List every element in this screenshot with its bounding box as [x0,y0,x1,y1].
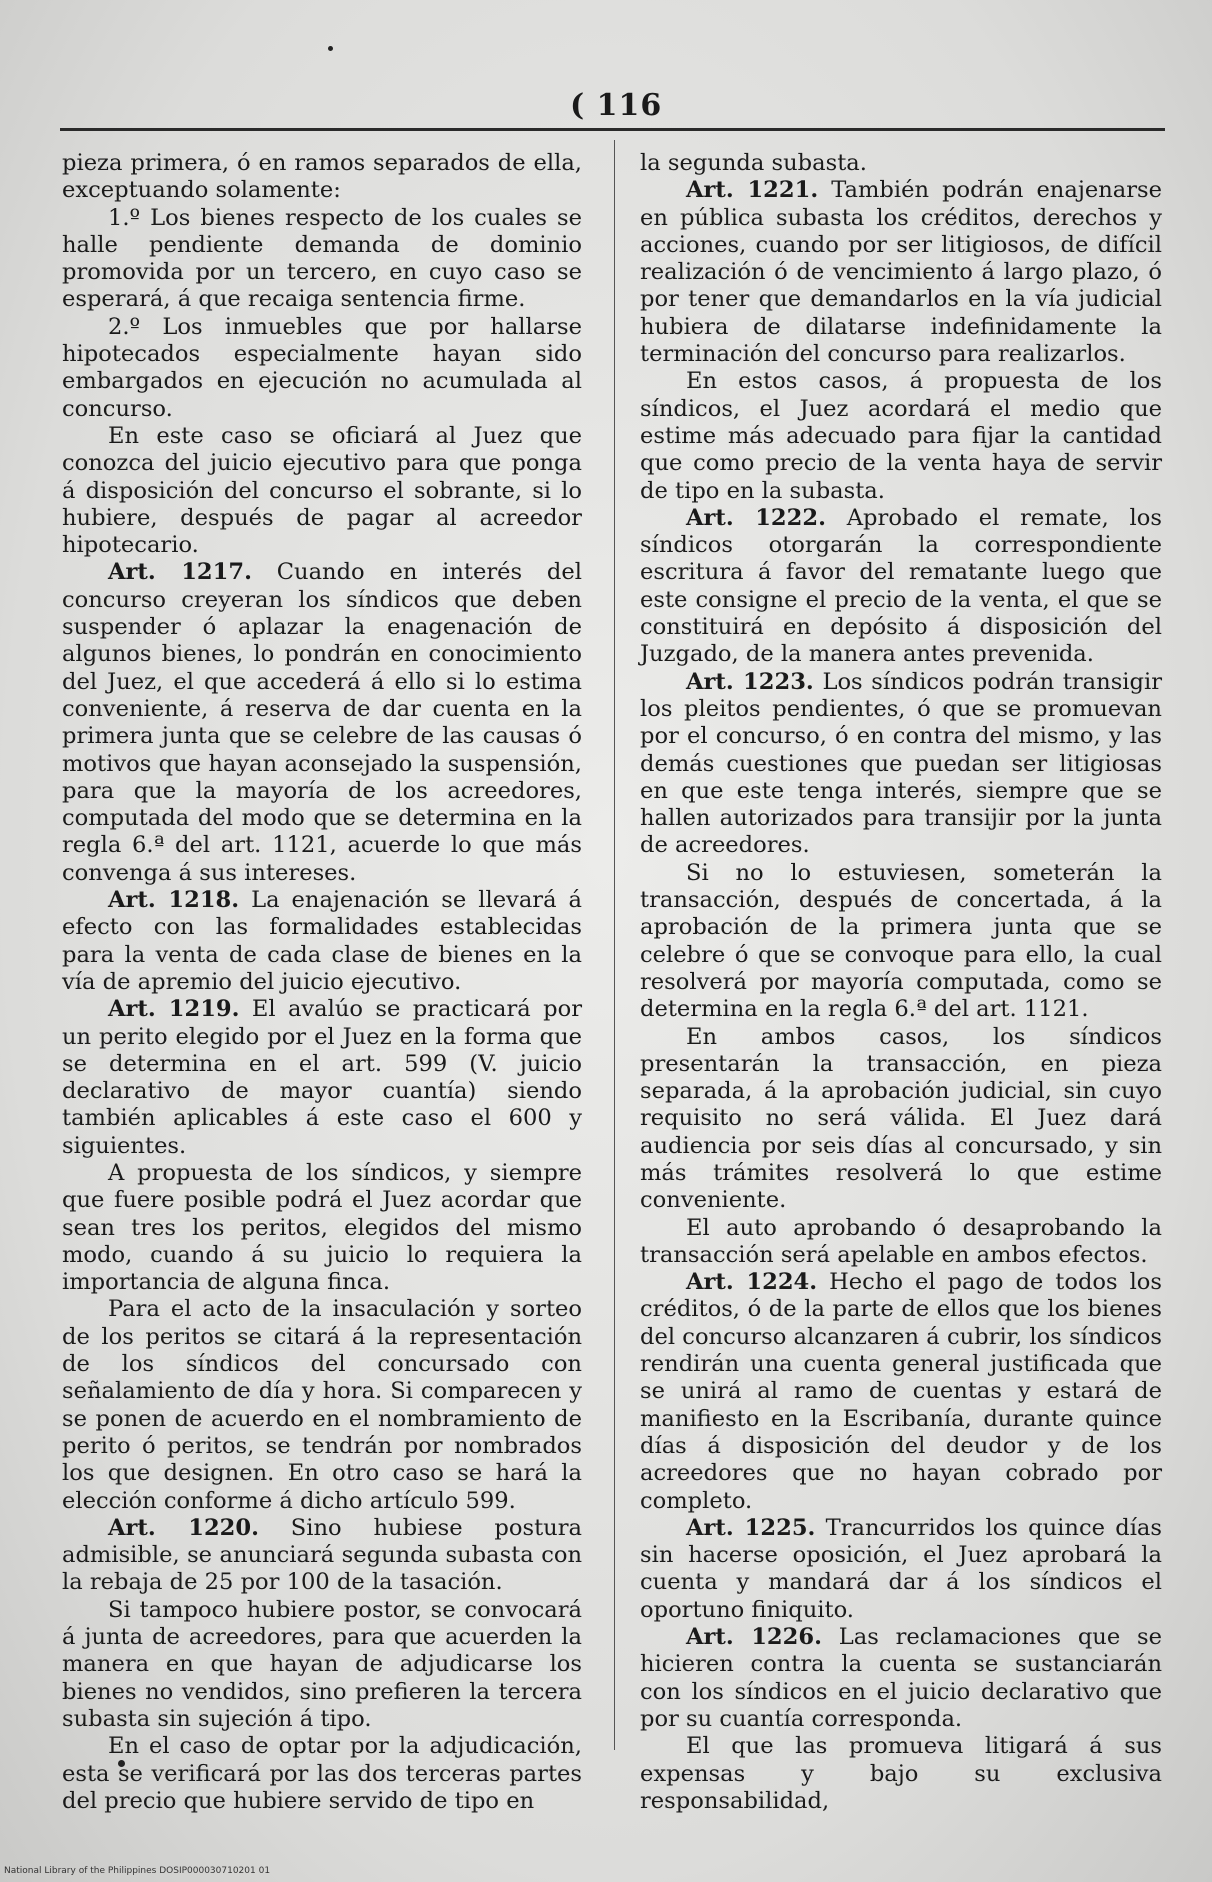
paragraph-text: En estos casos, á propuesta de los síndicos, el Juez acordará el medio que estime más adecuado para fijar la cantidad que como precio de la venta haya de servir de tipo en la subasta. [640,368,1162,504]
paragraph [62,1296,582,1514]
paragraph [640,1269,1162,1515]
article-number: Art. 1220. [108,1514,259,1541]
paragraph [62,205,582,314]
paragraph-text: En ambos casos, los síndicos presentarán la transacción, en pieza separada, á la aprobación judicial, sin cuyo requisito no será válida. El Juez dará audiencia por seis días al concursado, y sin más trámites resolverá lo que estime conveniente. [640,1023,1162,1214]
article-number: Art. 1219. [108,996,240,1023]
paragraph-text: Sino hubiese postura admisible, se anunciará segunda subasta con la rebaja de 25 por 100 de la tasación. [62,1514,582,1596]
paragraph-text: pieza primera, ó en ramos separados de ella, exceptuando solamente: [62,150,582,204]
article-number: Art. 1218. [108,887,240,914]
article-number: Art. 1222. [686,504,826,531]
ink-speck [328,46,333,51]
article-number: Art. 1223. [686,668,814,695]
footer-credit: National Library of the Philippines DOSIP000030710201 01 [4,1866,271,1876]
paragraph-text: La enajenación se llevará á efecto con las formalidades establecidas para la venta de cada clase de bienes en la vía de apremio del juicio ejecutivo. [62,887,582,995]
paragraph [640,669,1162,860]
paragraph [62,559,582,887]
paragraph [62,996,582,1160]
paragraph-text: A propuesta de los síndicos, y siempre que fuere posible podrá el Juez acordar que sean tres los peritos, elegidos del mismo modo, cuando á su juicio lo requiera la importancia de alguna finca. [62,1159,582,1296]
paragraph [62,1733,582,1815]
paragraph [62,887,582,996]
paragraph-text: Cuando en interés del concurso creyeran los síndicos que deben suspender ó aplazar la enagenación de algunos bienes, lo pondrán en conocimiento del Juez, el que accederá á ello si lo estima conveniente, á reserva de dar cuenta en la primera junta que se celebre de las causas ó motivos que hayan aconsejado la suspensión, para que la mayoría de los acreedores, computada del modo que se determina en la regla 6.ª del art. 1121, acuerde lo que más convenga á sus intereses. [62,559,582,886]
paragraph-text: El avalúo se practicará por un perito elegido por el Juez en la forma que se determina en el art. 599 (V. juicio declarativo de mayor cuantía) siendo también aplicables á este caso el 600 y siguientes. [62,996,582,1159]
article-number: Art. 1224. [686,1269,818,1296]
article-number: Art. 1226. [686,1624,822,1651]
paragraph [640,860,1162,1024]
paragraph-text: El que las promueva litigará á sus expensas y bajo su exclusiva responsabilidad, [640,1733,1162,1814]
paragraph-text: Si tampoco hubiere postor, se convocará á junta de acreedores, para que acuerden la manera en que hayan de adjudicarse los bienes no vendidos, sino prefieren la tercera subasta sin sujeción á tipo. [62,1596,582,1732]
paragraph-text: Los síndicos podrán transigir los pleitos pendientes, ó que se promuevan por el concurso, ó en contra del mismo, y las demás cuestiones que puedan ser litigiosas en que este tenga interés, siempre que se hallen autorizados para transijir por la junta de acreedores. [640,668,1163,859]
paragraph-text: Aprobado el remate, los síndicos otorgarán la correspondiente escritura á favor del rematante luego que este consigne el precio de la venta, el que se constituirá en depósito á disposición del Juzgado, de la manera antes prevenida. [640,504,1162,668]
paragraph-text: En este caso se oficiará al Juez que conozca del juicio ejecutivo para que ponga á disposición del concurso el sobrante, si lo hubiere, después de pagar al acreedor hipotecario. [62,422,582,559]
article-number: Art. 1225. [686,1514,816,1541]
paragraph-text: la segunda subasta. [640,150,867,176]
paragraph-text: En el caso de optar por la adjudicación, esta se verificará por las dos terceras partes del precio que hubiere servido de tipo en [62,1733,582,1814]
paragraph-text: También podrán enajenarse en pública subasta los créditos, derechos y acciones, cuando por ser litigiosos, de difícil realización ó de vencimiento á largo plazo, ó por tener que demandarlos en la vía judicial hubiera de dilatarse indefinidamente la terminación del concurso para realizarlos. [640,177,1162,368]
paragraph [640,368,1162,504]
paragraph [62,1515,582,1597]
paragraph [62,1160,582,1296]
paragraph [62,150,582,205]
paragraph [640,1733,1162,1815]
article-number: Art. 1217. [108,559,252,586]
left-column [62,150,582,1815]
paragraph [62,1597,582,1733]
page-number: ( 116 [570,88,663,123]
paragraph-text: El auto aprobando ó desaprobando la transacción será apelable en ambos efectos. [640,1214,1162,1268]
paragraph-text: 2.º Los inmuebles que por hallarse hipotecados especialmente hayan sido embargados en ejecución no acumulada al concurso. [62,313,582,422]
paragraph-text: Las reclamaciones que se hicieren contra la cuenta se sustanciarán con los síndicos en el juicio declarativo que por su cuantía corresponda. [640,1624,1162,1732]
paragraph-text: Para el acto de la insaculación y sorteo de los peritos se citará á la representación de los síndicos del concursado con señalamiento de día y hora. Si comparecen y se ponen de acuerdo en el nombramiento de perito ó peritos, se tendrán por nombrados los que designen. En otro caso se hará la elección conforme á dicho artículo 599. [62,1296,582,1514]
paragraph [62,423,582,559]
column-divider [614,140,615,1750]
paragraph [62,314,582,423]
paragraph [640,150,1162,177]
paragraph [640,177,1162,368]
header-rule [60,128,1165,131]
paragraph [640,1515,1162,1624]
right-column [640,150,1162,1815]
paragraph-text: Trancurridos los quince días sin hacerse oposición, el Juez aprobará la cuenta y mandará dar á los síndicos el oportuno finiquito. [640,1514,1162,1623]
paragraph [640,505,1162,669]
paragraph-text: 1.º Los bienes respecto de los cuales se halle pendiente demanda de dominio promovida por un tercero, en cuyo caso se esperará, á que recaiga sentencia firme. [62,204,582,313]
paragraph [640,1215,1162,1270]
paragraph-text: Si no lo estuviesen, someterán la transacción, después de concertada, á la aprobación de la primera junta que se celebre ó que se convoque para ello, la cual resolverá por mayoría computada, como se determina en la regla 6.ª del art. 1121. [640,859,1162,1023]
article-number: Art. 1221. [686,177,819,204]
paragraph-text: Hecho el pago de todos los créditos, ó de la parte de ellos que los bienes del concurso alcanzaren á cubrir, los síndicos rendirán una cuenta general justificada que se unirá al ramo de cuentas y estará de manifiesto en la Escribanía, durante quince días á disposición del deudor y de los acreedores que no hayan cobrado por completo. [640,1269,1162,1514]
paragraph [640,1024,1162,1215]
paragraph [640,1624,1162,1733]
